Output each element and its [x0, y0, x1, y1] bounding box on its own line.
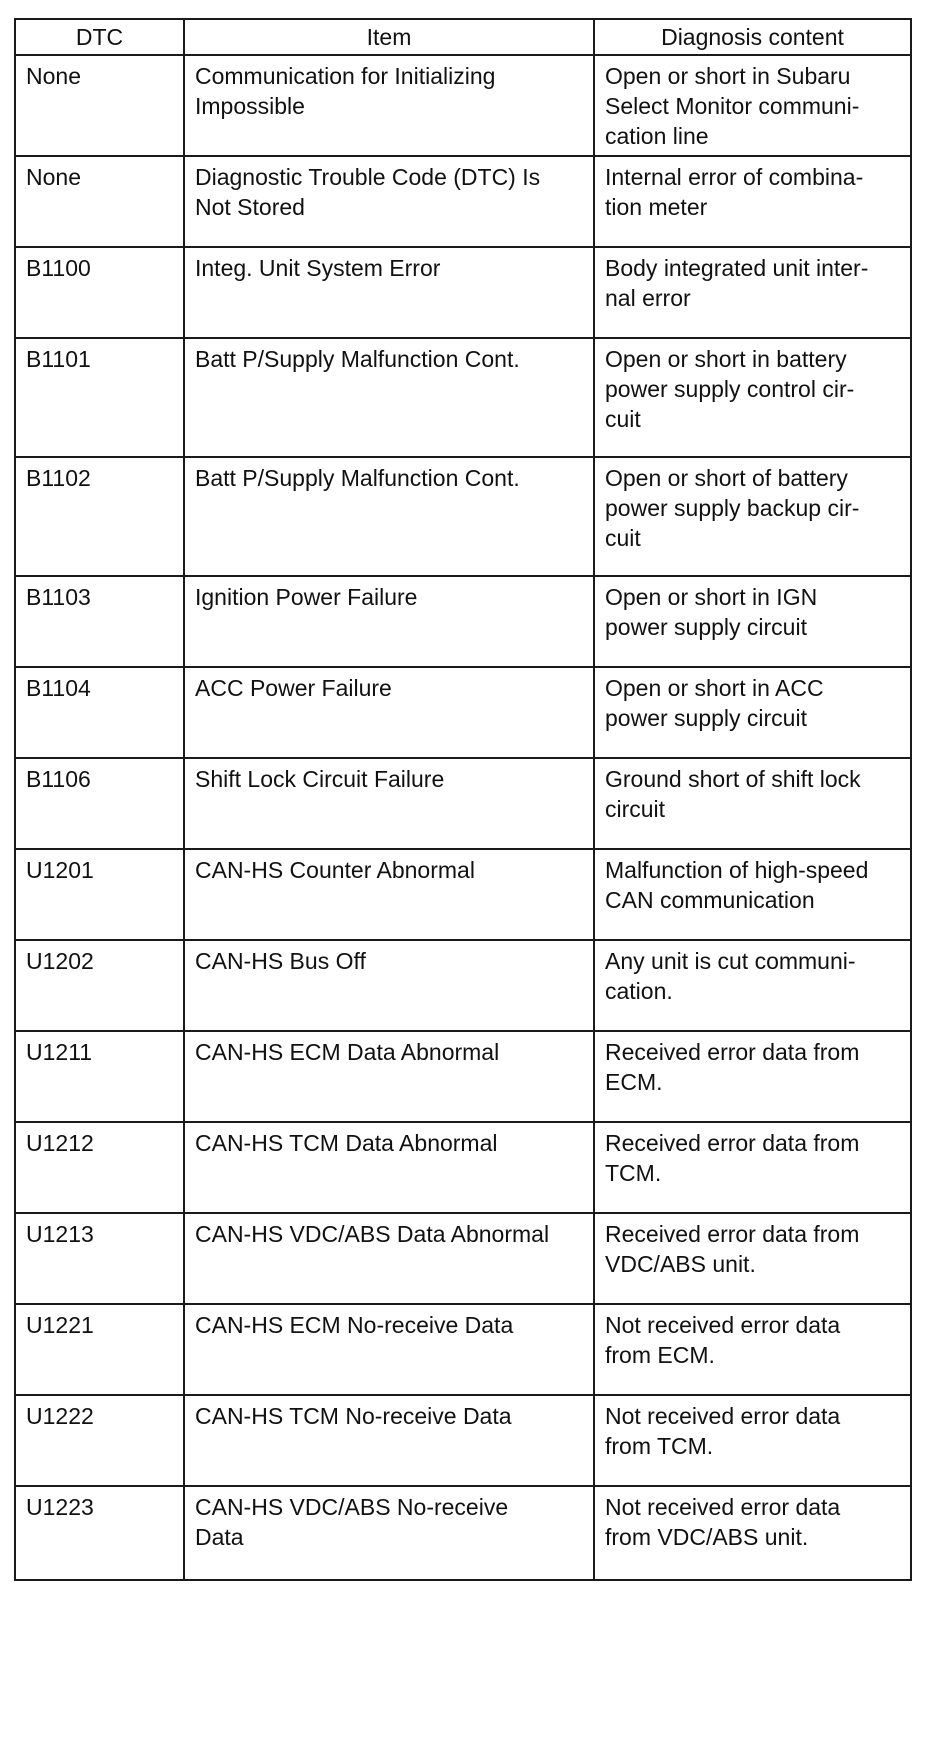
dtc-code: B1100	[15, 247, 184, 338]
table-row	[15, 247, 911, 338]
item-cell	[184, 1122, 594, 1213]
diagnosis-text-line: from ECM.	[605, 1342, 715, 1368]
diagnosis-cell	[594, 758, 911, 849]
header-row	[15, 19, 911, 55]
diagnosis-cell	[594, 849, 911, 940]
item-cell	[184, 1213, 594, 1304]
diagnosis-text-line: Malfunction of high-speed	[605, 857, 869, 883]
item-cell	[184, 940, 594, 1031]
table-row	[15, 1304, 911, 1395]
diagnosis-text-line: Not received error data	[605, 1403, 841, 1429]
diagnosis-cell	[594, 1122, 911, 1213]
item-text-line: ACC Power Failure	[195, 675, 392, 701]
dtc-code: U1202	[15, 940, 184, 1031]
diagnosis-text-line: cuit	[605, 406, 641, 432]
diagnosis-cell	[594, 1031, 911, 1122]
diagnosis-cell	[594, 457, 911, 576]
item-text-line: CAN-HS TCM No-receive Data	[195, 1403, 512, 1429]
dtc-code: U1212	[15, 1122, 184, 1213]
diagnosis-text-line: TCM.	[605, 1160, 662, 1186]
diagnosis-cell	[594, 576, 911, 667]
header-diagnosis-content: Diagnosis content	[594, 19, 911, 55]
table-body	[15, 55, 911, 1580]
dtc-code: U1223	[15, 1486, 184, 1580]
table-row	[15, 849, 911, 940]
table-row	[15, 1486, 911, 1580]
diagnosis-text-line: Any unit is cut communi-	[605, 948, 856, 974]
item-cell	[184, 758, 594, 849]
item-text-line: Integ. Unit System Error	[195, 255, 441, 281]
dtc-code: B1106	[15, 758, 184, 849]
diagnosis-text-line: cation line	[605, 123, 709, 149]
dtc-table	[14, 18, 912, 1581]
diagnosis-text-line: Select Monitor communi-	[605, 93, 860, 119]
dtc-code: B1102	[15, 457, 184, 576]
item-cell	[184, 247, 594, 338]
table-row	[15, 758, 911, 849]
item-text-line: CAN-HS ECM No-receive Data	[195, 1312, 514, 1338]
item-cell	[184, 849, 594, 940]
diagnosis-text-line: Open or short in battery	[605, 346, 847, 372]
diagnosis-text-line: Received error data from	[605, 1221, 860, 1247]
diagnosis-text-line: cuit	[605, 525, 641, 551]
diagnosis-text-line: VDC/ABS unit.	[605, 1251, 756, 1277]
diagnosis-cell	[594, 1213, 911, 1304]
item-text-line: CAN-HS VDC/ABS Data Abnormal	[195, 1221, 550, 1247]
diagnosis-text-line: nal error	[605, 285, 691, 311]
diagnosis-text-line: from VDC/ABS unit.	[605, 1524, 809, 1550]
header-dtc: DTC	[15, 19, 184, 55]
diagnosis-text-line: power supply backup cir-	[605, 495, 860, 521]
diagnosis-text-line: Open or short in ACC	[605, 675, 824, 701]
diagnosis-text-line: Received error data from	[605, 1130, 860, 1156]
diagnosis-text-line: Body integrated unit inter-	[605, 255, 869, 281]
item-cell	[184, 576, 594, 667]
item-text-line: Communication for Initializing	[195, 63, 496, 89]
item-cell	[184, 667, 594, 758]
table-row	[15, 457, 911, 576]
item-cell	[184, 55, 594, 156]
item-text-line: CAN-HS VDC/ABS No-receive	[195, 1494, 509, 1520]
dtc-code: B1101	[15, 338, 184, 457]
diagnosis-text-line: Not received error data	[605, 1312, 841, 1338]
item-text-line: CAN-HS Bus Off	[195, 948, 366, 974]
diagnosis-text-line: power supply circuit	[605, 705, 807, 731]
diagnosis-text-line: from TCM.	[605, 1433, 714, 1459]
table-row	[15, 55, 911, 156]
diagnosis-text-line: cation.	[605, 978, 673, 1004]
item-text-line: Data	[195, 1524, 244, 1550]
item-cell	[184, 1486, 594, 1580]
table-row	[15, 338, 911, 457]
diagnosis-cell	[594, 55, 911, 156]
diagnosis-text-line: Open or short of battery	[605, 465, 848, 491]
diagnosis-cell	[594, 156, 911, 247]
item-cell	[184, 156, 594, 247]
diagnosis-cell	[594, 338, 911, 457]
dtc-code: U1211	[15, 1031, 184, 1122]
diagnosis-text-line: power supply control cir-	[605, 376, 855, 402]
diagnosis-cell	[594, 1304, 911, 1395]
item-cell	[184, 457, 594, 576]
diagnosis-text-line: Open or short in Subaru	[605, 63, 851, 89]
dtc-code: None	[15, 55, 184, 156]
item-text-line: Diagnostic Trouble Code (DTC) Is	[195, 164, 541, 190]
dtc-code: B1103	[15, 576, 184, 667]
diagnosis-text-line: Open or short in IGN	[605, 584, 818, 610]
item-text-line: Impossible	[195, 93, 305, 119]
dtc-code: U1201	[15, 849, 184, 940]
item-text-line: Shift Lock Circuit Failure	[195, 766, 445, 792]
table-row	[15, 1395, 911, 1486]
diagnosis-cell	[594, 247, 911, 338]
item-cell	[184, 1395, 594, 1486]
diagnosis-cell	[594, 1395, 911, 1486]
diagnosis-text-line: circuit	[605, 796, 666, 822]
item-text-line: Ignition Power Failure	[195, 584, 418, 610]
dtc-code: B1104	[15, 667, 184, 758]
diagnosis-text-line: Ground short of shift lock	[605, 766, 861, 792]
item-text-line: Batt P/Supply Malfunction Cont.	[195, 346, 520, 372]
header-item: Item	[184, 19, 594, 55]
diagnosis-text-line: tion meter	[605, 194, 708, 220]
dtc-code: U1213	[15, 1213, 184, 1304]
item-text-line: CAN-HS TCM Data Abnormal	[195, 1130, 498, 1156]
diagnosis-text-line: power supply circuit	[605, 614, 807, 640]
diagnosis-text-line: ECM.	[605, 1069, 663, 1095]
dtc-code: None	[15, 156, 184, 247]
item-text-line: CAN-HS Counter Abnormal	[195, 857, 475, 883]
item-cell	[184, 338, 594, 457]
item-text-line: CAN-HS ECM Data Abnormal	[195, 1039, 500, 1065]
diagnosis-text-line: Internal error of combina-	[605, 164, 864, 190]
table-row	[15, 667, 911, 758]
diagnosis-cell	[594, 667, 911, 758]
dtc-code: U1222	[15, 1395, 184, 1486]
item-text-line: Not Stored	[195, 194, 305, 220]
table-row	[15, 576, 911, 667]
table-row	[15, 1122, 911, 1213]
table-row	[15, 1031, 911, 1122]
dtc-code: U1221	[15, 1304, 184, 1395]
table-row	[15, 1213, 911, 1304]
diagnosis-text-line: Received error data from	[605, 1039, 860, 1065]
table-row	[15, 156, 911, 247]
item-cell	[184, 1304, 594, 1395]
item-text-line: Batt P/Supply Malfunction Cont.	[195, 465, 520, 491]
table-row	[15, 940, 911, 1031]
diagnosis-text-line: Not received error data	[605, 1494, 841, 1520]
diagnosis-text-line: CAN communication	[605, 887, 815, 913]
item-cell	[184, 1031, 594, 1122]
diagnosis-cell	[594, 940, 911, 1031]
diagnosis-cell	[594, 1486, 911, 1580]
